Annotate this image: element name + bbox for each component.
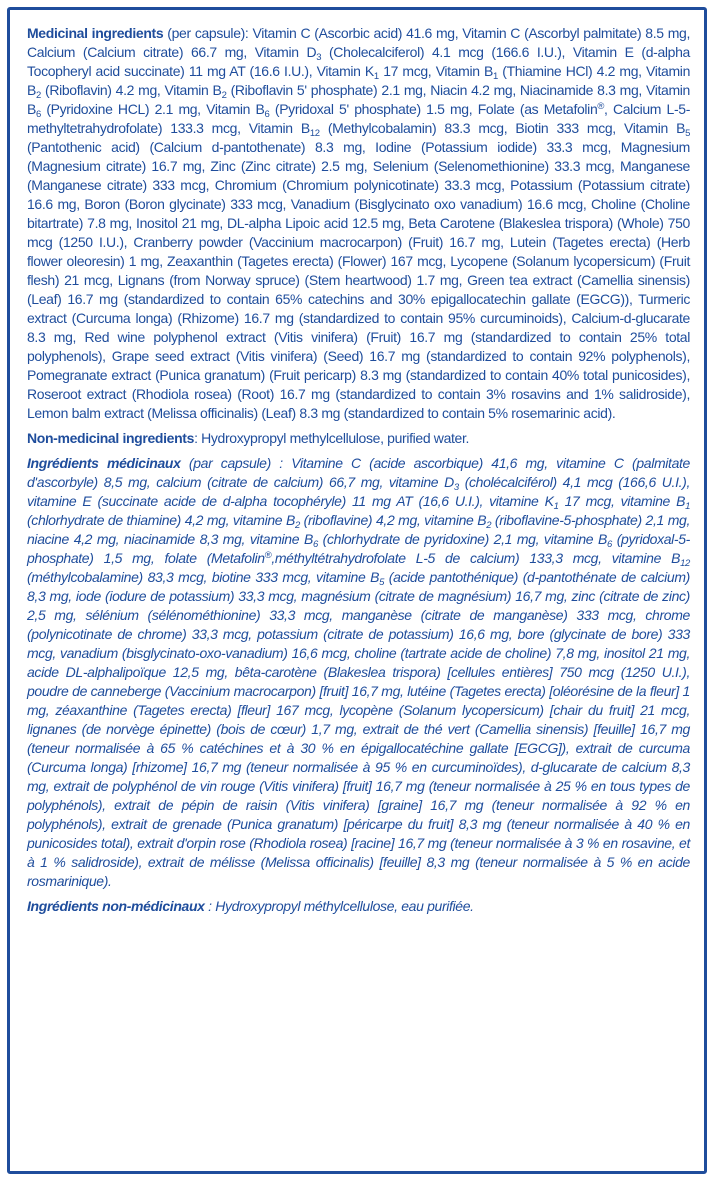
medicinal-ingredients-fr (27, 454, 690, 891)
text-segment: (Cholecalciferol) 4.1 mcg (166.6 I.U.), Vitamin E (d-alpha Tocopheryl acid succinate) 11 mg AT (16.6 I.U.), Vitamin K (27, 44, 690, 79)
text-segment: (riboflavine-5-phosphate) 2,1 mg, niacine 4,2 mg, niacinamide 8,3 mg, vitamine B (27, 512, 690, 547)
non-medicinal-heading-en: Non-medicinal ingredients (27, 430, 195, 446)
subscript: 5 (379, 577, 385, 588)
subscript: 6 (312, 539, 318, 550)
text-segment: (chlorhydrate de pyridoxine) 2,1 mg, vitamine B (317, 531, 608, 547)
text-segment: (chlorhydrate de thiamine) 4,2 mg, vitamine B (27, 512, 295, 528)
text-segment: (Riboflavin 5' phosphate) 2.1 mg, Niacin 4.2 mg, Niacinamide 8.3 mg, Vitamin B (27, 82, 690, 117)
non-medicinal-ingredients-en (27, 429, 690, 448)
subscript: 1 (493, 71, 498, 82)
text-segment: (Pyridoxal 5' phosphate) 1.5 mg, Folate (as Metafolin (269, 101, 598, 117)
non-medicinal-text-en: : Hydroxypropyl methylcellulose, purified water. (194, 430, 470, 446)
text-segment: (riboflavine) 4,2 mg, vitamine B (299, 512, 487, 528)
medicinal-heading-fr: Ingrédients médicinaux (27, 455, 181, 471)
medicinal-ingredients-en (27, 24, 690, 423)
text-segment: (pyridoxal-5-phosphate) 1,5 mg, folate (Metafolin (27, 531, 690, 566)
subscript: 6 (36, 109, 41, 120)
subscript: 12 (309, 128, 320, 139)
text-segment: , Calcium L-5-methyltetrahydrofolate) 133.3 mcg, Vitamin B (27, 101, 691, 136)
text-segment: (Thiamine HCl) 4.2 mg, Vitamin B (27, 63, 691, 98)
text-segment: (Methylcobalamin) 83.3 mcg, Biotin 333 mcg, Vitamin B (319, 120, 686, 136)
subscript: 1 (373, 71, 379, 82)
text-segment: (méthylcobalamine) 83,3 mcg, biotine 333 mcg, vitamine B (27, 569, 380, 585)
subscript: 2 (294, 520, 300, 531)
text-segment: (Riboflavin) 4.2 mg, Vitamin B (40, 82, 222, 98)
text-segment: 17 mcg, vitamine B (558, 493, 686, 509)
text-segment: (Pantothenic acid) (Calcium d-pantothenate) 8.3 mg, Iodine (Potassium iodide) 33.3 mcg, Magnesium (Magnesium citrate) 16.7 mg, Zinc (Zinc citrate) 2.5 mg, Selenium (Selenomethionine) 33.3 mcg, Manganese (Manganese citrate) 333 mcg, Chromium (Chromium polynicotinate) 33.3 mcg, Potassium (Potassium citrate) 16.6 mg, Boron (Boron glycinate) 333 mcg, Vanadium (Bisglycinato oxo vanadium) 16.6 mcg, Choline (Choline bitartrate) 7.8 mg, Inositol 21 mg, DL-alpha Lipoic acid 12.5 mg, Beta Carotene (Blakeslea trispora) (Whole) 750 mcg (1250 I.U.), Cranberry powder (Vaccinium macrocarpon) (Fruit) 16.7 mg, Lutein (Tagetes erecta) (Herb flower oleoresin) 1 mg, Zeaxanthin (Tagetes erecta) (Flower) 167 mcg, Lycopene (Solanum lycopersicum) (Fruit flesh) 21 mcg, Lignans (from Norway spruce) (Stem heartwood) 1.7 mg, Green tea extract (Camellia sinensis) (Leaf) 16.7 mg (standardized to contain 65% catechins and 30% epigallocatechin gallate (EGCG)), Turmeric extract (Curcuma longa) (Rhizome) 16.7 mg (standardized to contain 95% curcuminoids), Calcium-d-glucarate 8.3 mg, Red wine polyphenol extract (Vitis vinifera) (Fruit) 16.7 mg (standardized to contain 25% total polyphenols), Grape seed extract (Vitis vinifera) (Seed) 16.7 mg (standardized to contain 92% polyphenols), Pomegranate extract (Punica granatum) (Fruit pericarp) 8.3 mg (standardized to contain 40% total punicosides), Roseroot extract (Rhodiola rosea) (Root) 16.7 mg (standardized to contain 3% rosavins and 1% salidroside), Lemon balm extract (Melissa officinalis) (Leaf) 8.3 mg (standardized to contain 5% rosemarinic acid). (27, 139, 690, 421)
subscript: 2 (36, 90, 41, 101)
registered-mark: ® (597, 101, 605, 112)
registered-mark: ® (264, 550, 272, 561)
subscript: 1 (685, 501, 690, 512)
subscript: 2 (486, 520, 492, 531)
non-medicinal-heading-fr: Ingrédients non-médicinaux (27, 898, 205, 914)
subscript: 12 (680, 558, 690, 569)
subscript: 5 (685, 128, 690, 139)
subscript: 3 (316, 52, 322, 63)
text-segment: (per capsule): Vitamin C (Ascorbic acid) 41.6 mg, Vitamin C (Ascorbyl palmitate) 8.5 mg, Calcium (Calcium citrate) 66.7 mg, Vitamin D (27, 25, 690, 60)
subscript: 3 (453, 482, 459, 493)
text-segment: (cholécalciférol) 4,1 mcg (166,6 U.I.), vitamine E (succinate acide de d-alpha tocophéryle) 11 mg AT (16,6 U.I.), vitamine K (27, 474, 690, 509)
subscript: 1 (553, 501, 559, 512)
text-segment: 17 mcg, Vitamin B (378, 63, 493, 79)
subscript: 6 (607, 539, 612, 550)
text-segment: (par capsule) : Vitamine C (acide ascorbique) 41,6 mg, vitamine C (palmitate d'ascorbyle) 8,5 mg, calcium (citrate de calcium) 66,7 mg, vitamine D (27, 455, 690, 490)
non-medicinal-text-fr: : Hydroxypropyl méthylcellulose, eau purifiée. (204, 898, 474, 914)
subscript: 6 (264, 109, 270, 120)
text-segment: (acide pantothénique) (d-pantothénate de calcium) 8,3 mg, iode (iodure de potassium) 33,3 mcg, magnésium (citrate de magnésium) 16,7 mg, zinc (citrate de zinc) 2,5 mg, sélénium (sélénométhionine) 33,3 mcg, manganèse (citrate de manganèse) 333 mcg, chrome (polynicotinate de chrome) 33,3 mcg, potassium (citrate de potassium) 16,6 mg, bore (glycinate de bore) 333 mcg, vanadium (bisglycinato-oxo-vanadium) 16,6 mcg, choline (tartrate acide de choline) 7,8 mg, inositol 21 mg, acide DL-alphalipoïque 12,5 mg, bêta-carotène (Blakeslea trispora) [cellules entières] 750 mcg (1250 U.I.), poudre de canneberge (Vaccinium macrocarpon) [fruit] 16,7 mg, lutéine (Tagetes erecta) [oléorésine de la fleur] 1 mg, zéaxanthine (Tagetes erecta) [fleur] 167 mcg, lycopène (Solanum lycopersicum) [chair du fruit] 21 mcg, lignanes (de norvège épinette) (bois de cœur) 1,7 mg, extrait de thé vert (Camellia sinensis) [feuille] 16,7 mg (teneur normalisée à 65 % catéchines et à 30 % en épigallocatéchine gallate [EGCG]), extrait de curcuma (Curcuma longa) [rhizome] 16,7 mg (teneur normalisée à 95 % en curcuminoïdes), d-glucarate de calcium 8,3 mg, extrait de polyphénol de vin rouge (Vitis vinifera) [fruit] 16,7 mg (teneur normalisée à 25 % en tous types de polyphénols), extrait de pépin de raisin (Vitis vinifera) [graine] 16,7 mg (teneur normalisée à 92 % en polyphénols), extrait de grenade (Punica granatum) [péricarpe du fruit] 8,3 mg (teneur normalisée à 40 % en punicosides total), extrait d'orpin rose (Rhodiola rosea) [racine] 16,7 mg (teneur normalisée à 3 % en rosavine, et à 1 % salidroside), extrait de mélisse (Melissa officinalis) [feuille] 8,3 mg (teneur normalisée à 5 % en acide rosmarinique). (27, 569, 690, 889)
medicinal-heading-en: Medicinal ingredients (27, 25, 164, 41)
non-medicinal-ingredients-fr (27, 897, 690, 916)
ingredients-panel (7, 7, 707, 1174)
text-segment: ,méthyltétrahydrofolate L-5 de calcium) 133,3 mcg, vitamine B (271, 550, 681, 566)
subscript: 2 (221, 90, 227, 101)
text-segment: (Pyridoxine HCL) 2.1 mg, Vitamin B (40, 101, 265, 117)
